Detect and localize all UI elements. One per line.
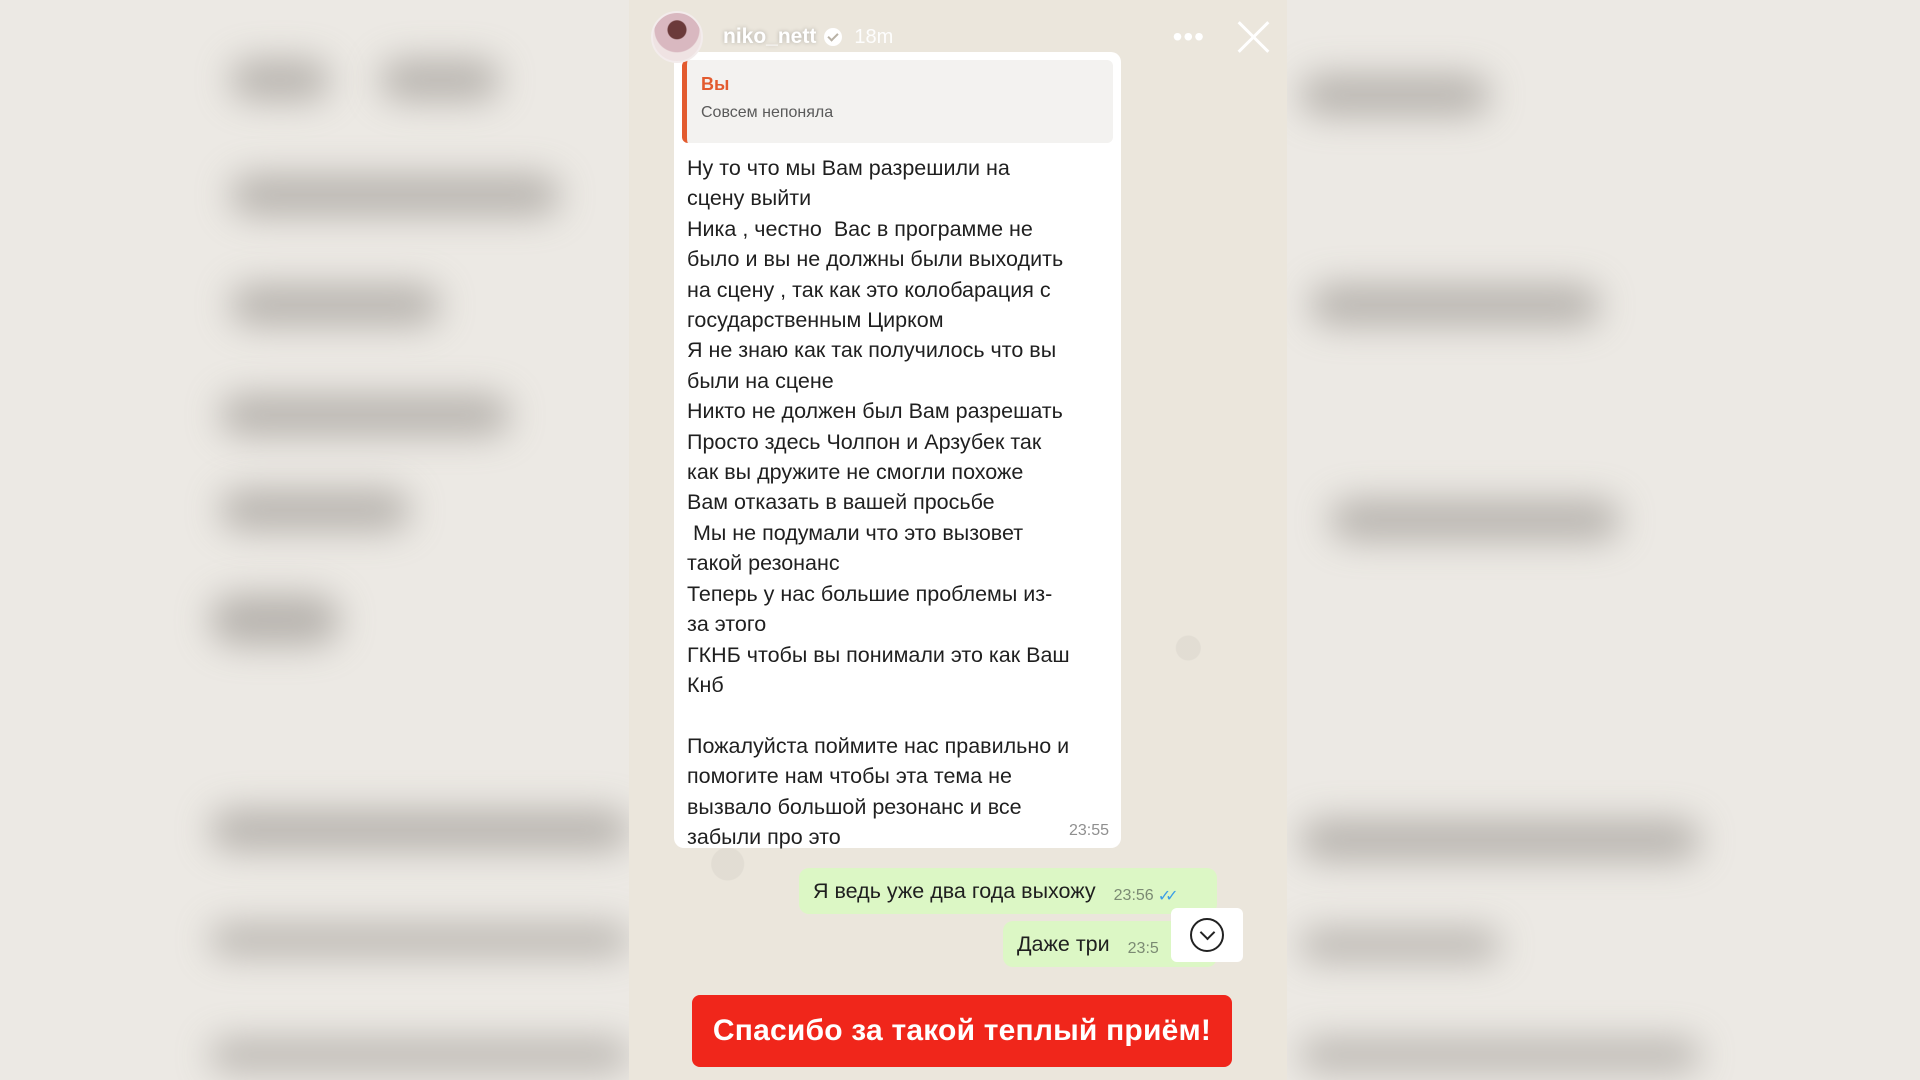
read-receipt-icon: ✓✓ xyxy=(1157,888,1173,905)
scroll-down-button[interactable] xyxy=(1171,908,1243,962)
username[interactable]: niko_nett xyxy=(723,25,817,48)
story-time: 18m xyxy=(854,25,894,48)
chevron-down-circle-icon xyxy=(1190,918,1224,952)
outgoing-message[interactable] xyxy=(799,868,1217,914)
message-text xyxy=(682,153,1113,852)
message-time: 23:5 xyxy=(1127,940,1159,957)
story-text-banner xyxy=(692,995,1232,1067)
message-line: Мы не подумали что это вызовет xyxy=(687,520,1024,545)
message-line: за этого xyxy=(687,612,767,637)
message-line: Просто здесь Чолпон и Арзубек так xyxy=(687,429,1042,454)
message-line: ГКНБ чтобы вы понимали это как Ваш xyxy=(687,642,1070,667)
message-line: Ника , честно Вас в программе не xyxy=(687,216,1033,241)
verified-badge-icon xyxy=(824,28,842,46)
message-line: как вы дружите не смогли похоже xyxy=(687,460,1024,485)
story-header xyxy=(651,10,1271,64)
message-line: Теперь у нас большие проблемы из- xyxy=(687,581,1053,606)
message-line: забыли про это xyxy=(687,824,841,849)
message-line: были на сцене xyxy=(687,368,834,393)
message-text: Даже три xyxy=(1017,931,1110,956)
message-text: Я ведь уже два года выхожу xyxy=(813,878,1096,903)
message-line: вызвало большой резонанс и все xyxy=(687,794,1022,819)
quoted-reply[interactable] xyxy=(682,60,1113,143)
more-horizontal-icon[interactable]: ••• xyxy=(1172,21,1205,52)
story-panel xyxy=(629,0,1287,1080)
avatar[interactable] xyxy=(651,11,703,63)
message-line: сцену выйти xyxy=(687,186,812,211)
quote-text: Совсем непоняла xyxy=(701,104,834,121)
banner-text: Спасибо за такой теплый приём! xyxy=(712,1014,1212,1047)
message-line xyxy=(687,700,1113,730)
quote-author: Вы xyxy=(701,74,730,94)
message-line: Вам отказать в вашей просьбе xyxy=(687,490,995,515)
message-line: такой резонанс xyxy=(687,551,840,576)
message-time: 23:55 xyxy=(1068,822,1109,839)
incoming-message[interactable] xyxy=(674,52,1121,848)
message-line: Ну то что мы Вам разрешили на xyxy=(687,156,1010,180)
message-line: на сцену , так как это колобарация с xyxy=(687,277,1051,302)
message-time: 23:56 xyxy=(1113,887,1154,904)
message-line: Никто не должен был Вам разрешать xyxy=(687,399,1063,424)
close-icon[interactable] xyxy=(1235,19,1271,55)
message-line: государственным Цирком xyxy=(687,308,944,333)
message-line: Пожалуйста поймите нас правильно и xyxy=(687,733,1070,758)
message-line: было и вы не должны были выходить xyxy=(687,247,1064,272)
message-line: Я не знаю как так получилось что вы xyxy=(687,338,1057,363)
message-line: помогите нам чтобы эта тема не xyxy=(687,764,1012,789)
message-line: Кнб xyxy=(687,672,724,697)
